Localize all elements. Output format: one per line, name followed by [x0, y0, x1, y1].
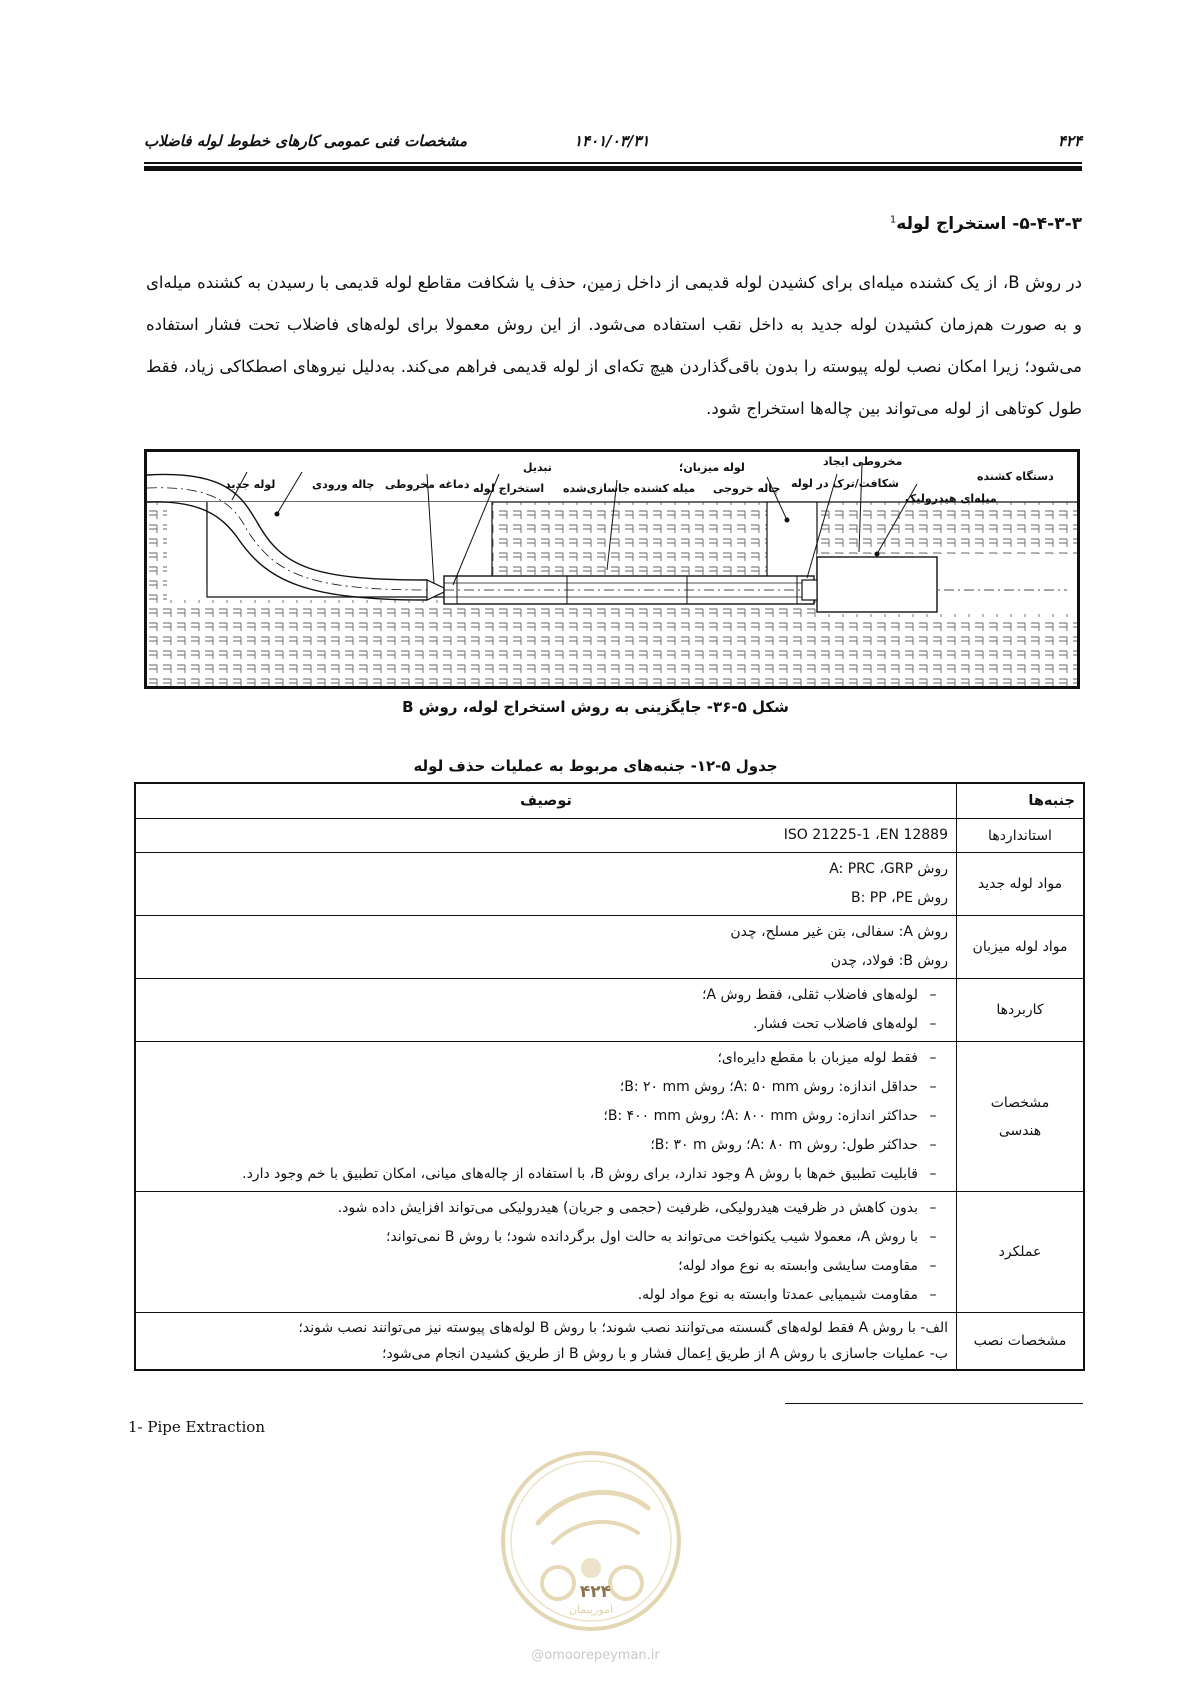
row-aspect: مواد لوله جدید [957, 853, 1085, 916]
label-host-1: لوله میزبان؛ [679, 461, 745, 474]
table-row [135, 819, 1084, 853]
figure-labels [147, 452, 1077, 686]
header-rule-thick [144, 166, 1082, 171]
label-exit-pit: چاله خروجی [713, 482, 781, 495]
watermark-page-number: ۴۲۴ [579, 1582, 612, 1602]
header-title: مشخصات فنی عمومی کارهای خطوط لوله فاضلاب [144, 132, 468, 150]
table-row [135, 1042, 1084, 1192]
header-description: توصیف [135, 783, 957, 819]
row-aspect: مشخصات نصب [957, 1313, 1085, 1371]
section-heading: ۵-۴-۳-۳- استخراج لوله$^1$ [889, 214, 1082, 234]
row-description: – فقط لوله میزبان با مقطع دایره‌ای؛ – حداقل اندازه: روش A: ۵۰ mm؛ روش B: ۲۰ mm؛ – حداکثر اندازه: روش A: ۸۰۰ mm؛ روش B: ۴۰۰ mm؛ – حداکثر طول: روش A: ۸۰ m؛ روش B: ۳۰ m؛ – قابلیت تطبیق خم‌ها با روش A وجود ندارد، برای روش B، با استفاده از چاله‌های میانی، امکان تطبیق با خم وجود دارد. [135, 1042, 957, 1192]
label-puller-1: دستگاه کشنده [977, 470, 1054, 483]
label-puller-2: میله‌ای هیدرولیک [905, 492, 997, 505]
footnote-marker: 1 [889, 214, 897, 226]
table-row [135, 1192, 1084, 1313]
row-description: روش A: PRC ،GRP روش B: PP ،PE [135, 853, 957, 916]
header-date: ۱۴۰۱/۰۳/۳۱ [574, 132, 650, 150]
page-header [144, 128, 1082, 158]
table-row [135, 853, 1084, 916]
body-paragraph: در روش B، از یک کشنده میله‌ای برای کشیدن لوله قدیمی از داخل زمین، حذف یا شکافت مقاطع لوله قدیمی با رسیدن به کشنده میله‌ای و به صورت هم‌زمان کشیدن لوله جدید به داخل نقب استفاده می‌شود. از این روش معمولا برای لوله‌های فاضلاب تحت فشار استفاده می‌شود؛ زیرا امکان نصب لوله پیوسته را بدون باقی‌گذاردن هیچ تکه‌ای از لوله قدیمی فراهم می‌کند. به‌دلیل نیروهای اصطکاکی زیاد، فقط طول کوتاهی از لوله می‌تواند بین چاله‌ها استخراج شود. [146, 273, 1082, 418]
row-aspect: مشخصات هندسی [957, 1042, 1085, 1192]
row-aspect: کاربردها [957, 979, 1085, 1042]
table-header-row [135, 783, 1084, 819]
header-page-number: ۴۲۴ [1057, 132, 1082, 150]
row-description: ISO 21225-1 ،EN 12889 [135, 819, 957, 853]
label-cone-2: شکافت/ترک در لوله [791, 477, 899, 490]
row-description: – بدون کاهش در ظرفیت هیدرولیکی، ظرفیت (حجمی و جریان) هیدرولیکی می‌تواند افزایش داده شود. – با روش A، معمولا شیب یکنواخت می‌تواند به حالت اول برگردانده شود؛ با روش B نمی‌تواند؛ – مقاومت سایشی وابسته به نوع مواد لوله؛ – مقاومت شیمیایی عمدتا وابسته به نوع مواد لوله. [135, 1192, 957, 1313]
header-aspect: جنبه‌ها [957, 783, 1085, 819]
header-rule-thin [144, 162, 1082, 164]
label-adapter-2: استخراج لوله [473, 482, 545, 495]
label-host-2: میله کشنده جاسازی‌شده [563, 482, 696, 495]
table-row [135, 916, 1084, 979]
footnote-rule [785, 1403, 1083, 1404]
label-new-pipe: لوله جدید [225, 478, 276, 491]
watermark-url: @omoorepeyman.ir [531, 1648, 660, 1663]
label-entry-pit: چاله ورودی [312, 478, 375, 491]
label-cone-1: مخروطی ایجاد [823, 455, 903, 468]
label-cone-head: دماغه مخروطی [385, 478, 470, 491]
row-description: الف- با روش A فقط لوله‌های گسسته می‌توانند نصب شوند؛ با روش B لوله‌های پیوسته نیز می‌توانند نصب شوند؛ ب- عملیات جاسازی با روش A از طریق اِعمال فشار و با روش B از طریق کشیدن انجام می‌شود؛ [135, 1313, 957, 1371]
table-row [135, 979, 1084, 1042]
figure-caption: شکل ۵-۳۶- جایگزینی به روش استخراج لوله، روش B [402, 698, 789, 716]
row-aspect: مواد لوله میزبان [957, 916, 1085, 979]
table-row [135, 1313, 1084, 1371]
svg-text:امورپیمان: امورپیمان [568, 1603, 614, 1616]
watermark-logo [498, 1448, 684, 1634]
row-aspect: عملکرد [957, 1192, 1085, 1313]
pipe-extraction-figure [144, 449, 1080, 689]
row-description: روش A: سفالی، بتن غیر مسلح، چدن روش B: فولاد، چدن [135, 916, 957, 979]
aspects-table [134, 782, 1085, 1371]
label-adapter-1: تبدیل [523, 461, 552, 474]
row-description: – لوله‌های فاضلاب ثقلی، فقط روش A؛ – لوله‌های فاضلاب تحت فشار. [135, 979, 957, 1042]
row-aspect: استانداردها [957, 819, 1085, 853]
table-caption: جدول ۵-۱۲- جنبه‌های مربوط به عملیات حذف لوله [413, 757, 778, 775]
footnote: 1- Pipe Extraction [128, 1418, 265, 1436]
